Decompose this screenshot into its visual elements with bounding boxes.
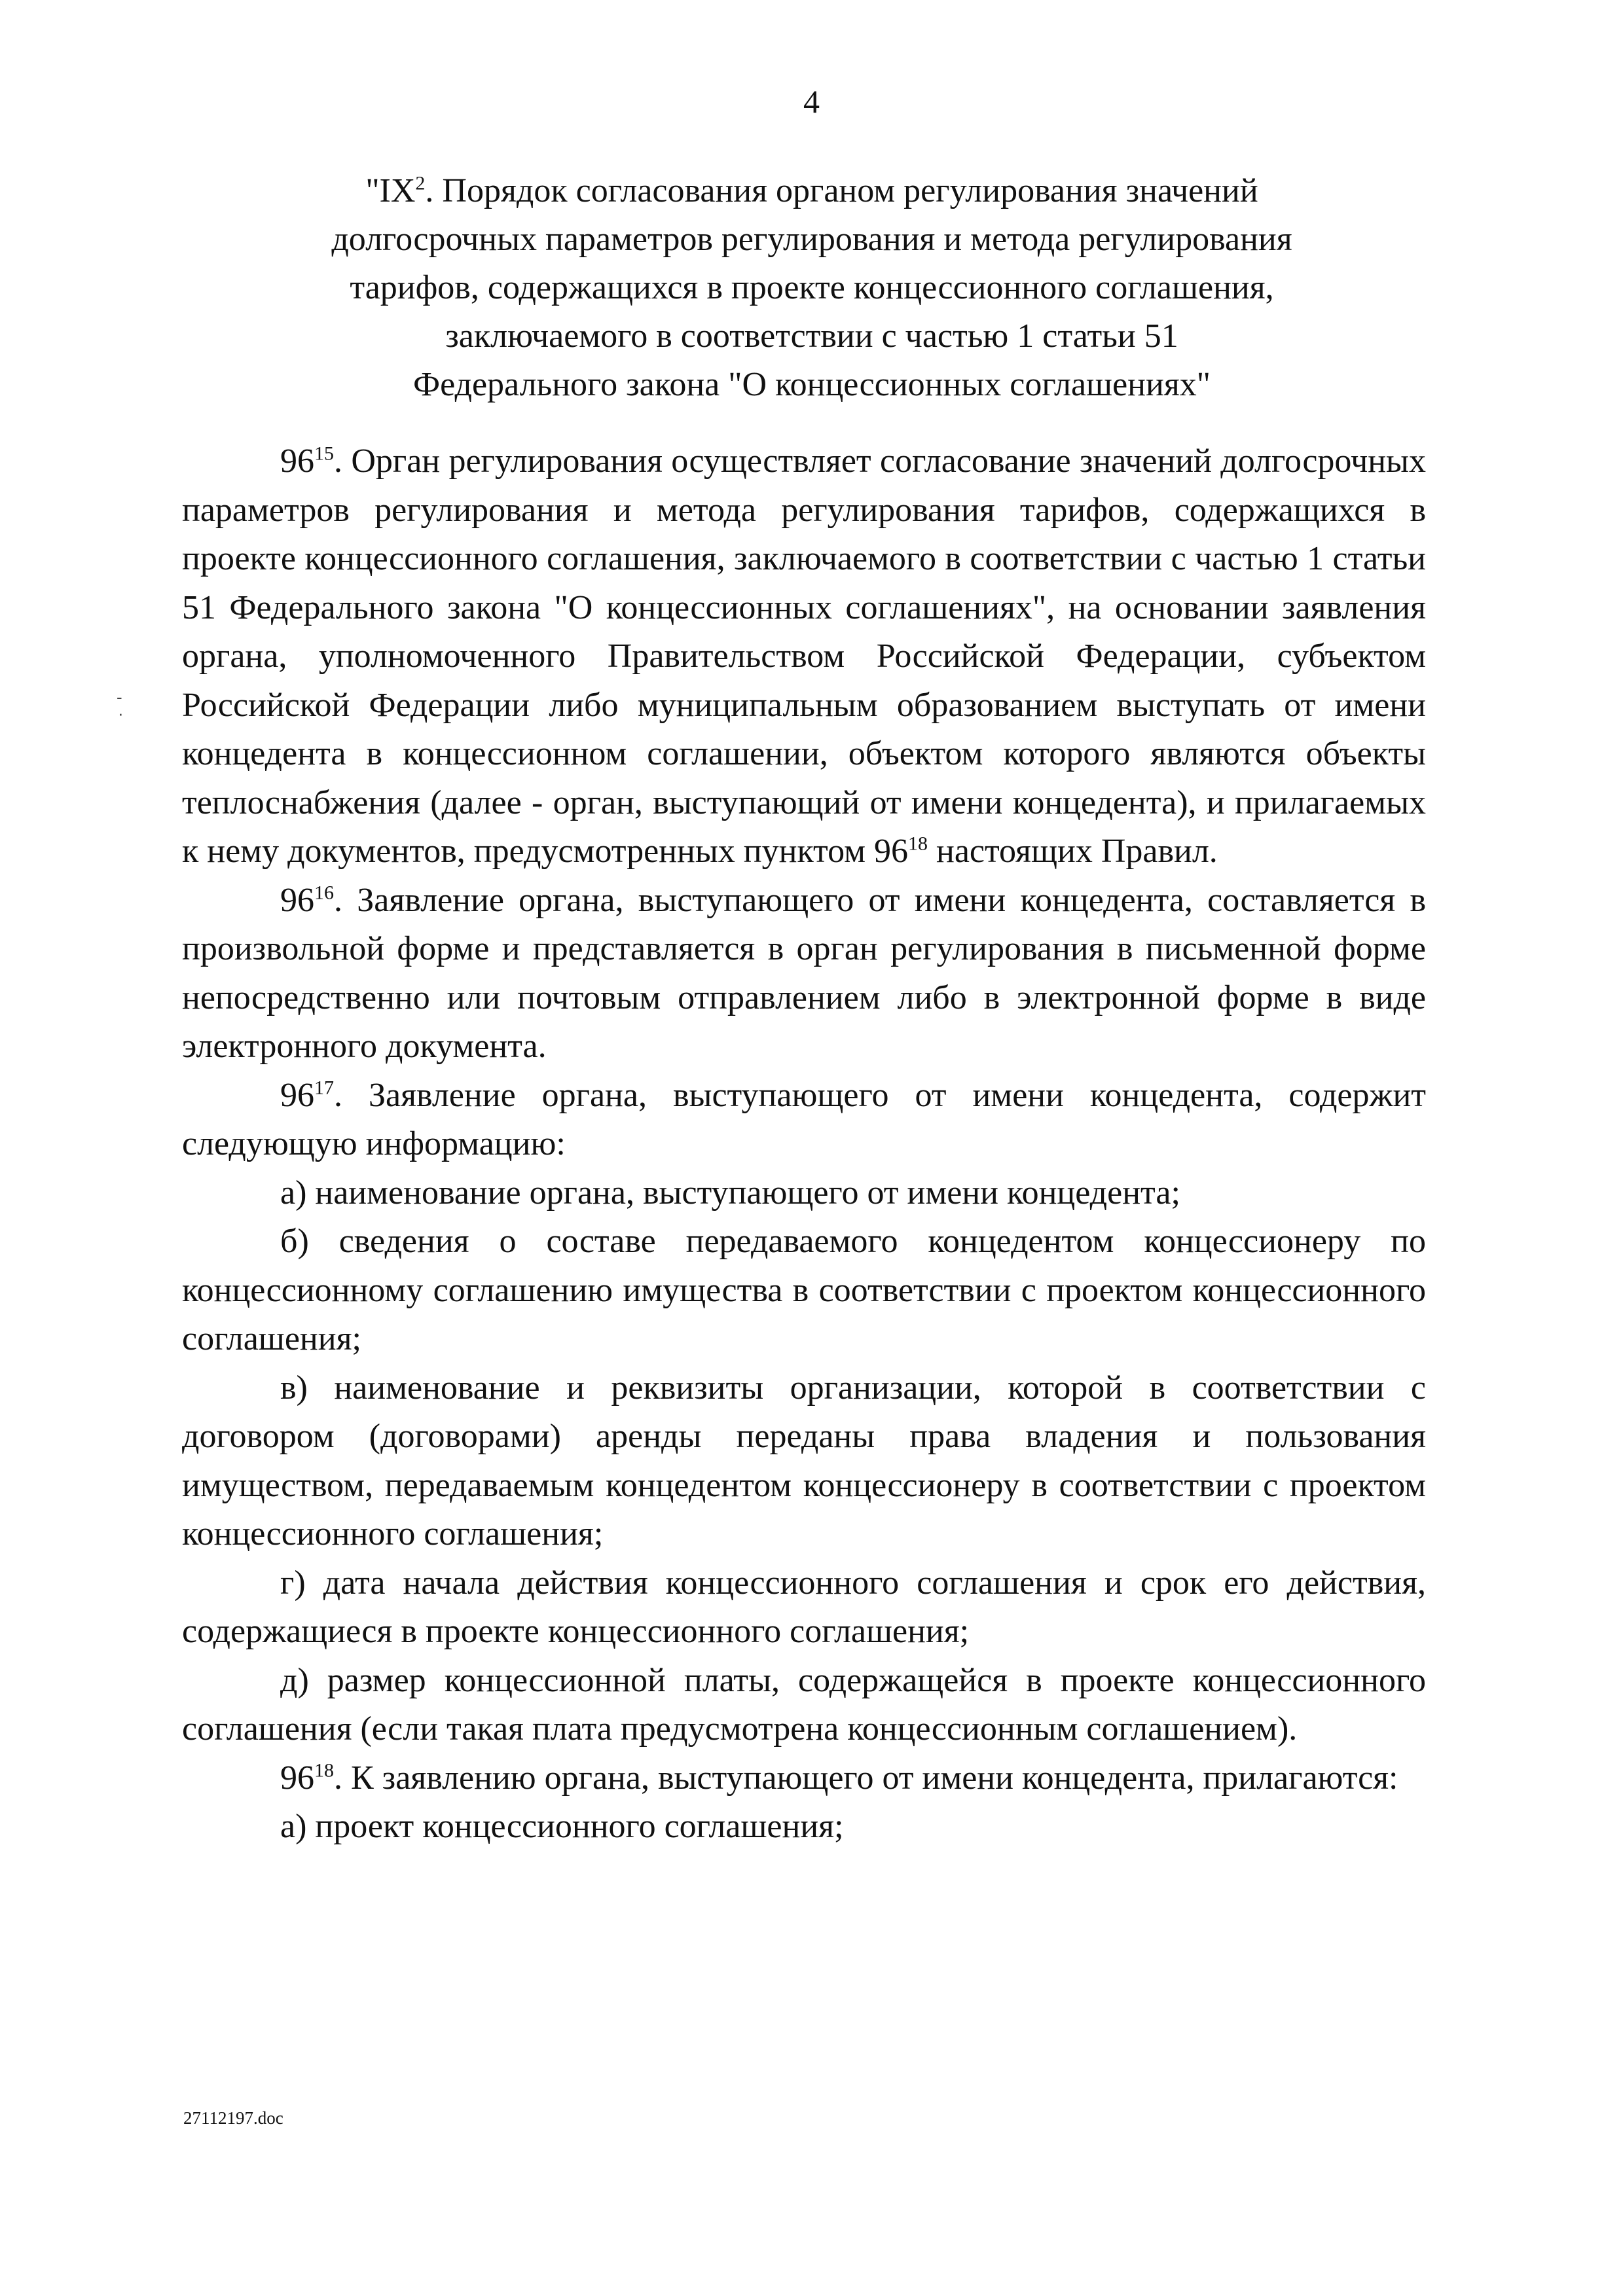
- heading-line-2: долгосрочных параметров регулирования и метода регулирования: [331, 221, 1292, 258]
- heading-line-3: тарифов, содержащихся в проекте концессионного соглашения,: [350, 269, 1274, 306]
- paragraph-96-17: $96^{17}$. Заявление органа, выступающего от имени концедента, содержит следующую информацию:: [182, 1076, 1426, 1162]
- list-item-d: д) размер концессионной платы, содержащейся в проекте концессионного соглашения (если такая плата предусмотрена концессионным соглашением).: [182, 1661, 1426, 1748]
- section-heading: [170, 167, 1453, 409]
- document-body: [182, 437, 1426, 1852]
- list-item-v: в) наименование и реквизиты организации, которой в соответствии с договором (договорами) аренды переданы права владения и пользования имуществом, передаваемым концедентом концессионеру в соответствии с проектом концессионного соглашения;: [182, 1369, 1426, 1552]
- heading-line-4: заключаемого в соответствии с частью 1 статьи 51: [445, 317, 1178, 355]
- scan-artifact-dot: ·: [118, 704, 124, 723]
- list-item-g: г) дата начала действия концессионного соглашения и срок его действия, содержащиеся в проекте концессионного соглашения;: [182, 1564, 1426, 1650]
- list-item-a-attachment: а) проект концессионного соглашения;: [280, 1808, 844, 1845]
- paragraph-96-18: $96^{18}$. К заявлению органа, выступающего от имени концедента, прилагаются:: [280, 1759, 1398, 1797]
- heading-line-5: Федерального закона "О концессионных соглашениях": [413, 366, 1211, 403]
- list-item-b: б) сведения о составе передаваемого концедентом концессионеру по концессионному соглашению имущества в соответствии с проектом концессионного соглашения;: [182, 1223, 1426, 1357]
- scan-artifact-mark: -: [117, 687, 122, 707]
- list-item-a: а) наименование органа, выступающего от имени концедента;: [280, 1174, 1180, 1211]
- document-filename: 27112197.doc: [183, 2108, 283, 2128]
- paragraph-96-15: $96^{15}$. Орган регулирования осуществляет согласование значений долгосрочных параметров регулирования и метода регулирования тарифов, содержащихся в проекте концессионного соглашения, заключаемого в соответствии с частью 1 статьи 51 Федерального закона "О концессионных соглашениях", на основании заявления органа, уполномоченного Правительством Российской Федерации, субъектом Российской Федерации либо муниципальным образованием выступать от имени концедента в концессионном соглашении, объектом которого являются объекты теплоснабжения (далее - орган, выступающий от имени концедента), и прилагаемых к нему документов, предусмотренных пунктом $96^{18}$ настоящих Правил.: [182, 442, 1426, 870]
- heading-line-1: "$IX^2$. Порядок согласования органом регулирования значений: [365, 172, 1258, 209]
- page-number: 4: [803, 83, 820, 120]
- paragraph-96-16: $96^{16}$. Заявление органа, выступающего от имени концедента, составляется в произвольной форме и представляется в орган регулирования в письменной форме непосредственно или почтовым отправлением либо в электронной форме в виде электронного документа.: [182, 881, 1426, 1065]
